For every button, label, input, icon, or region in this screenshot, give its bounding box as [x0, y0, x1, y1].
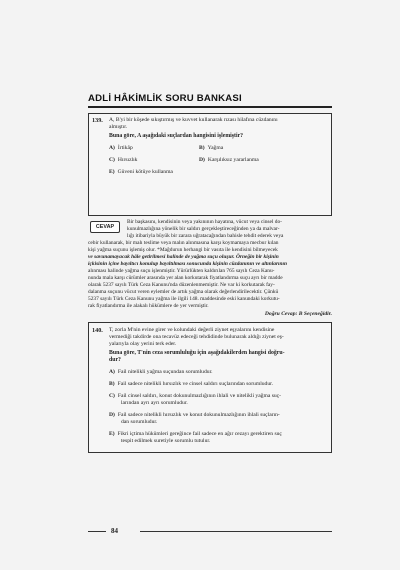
- answer-line: kişi yağma suçunu işlemiş olur. *Mağdurun herhangi bir vasıta ile kendisini bilmeyecek: [88, 247, 278, 253]
- question-number: 140.: [92, 327, 103, 334]
- answer-line: kunulmazlığına yönelik bir saldırı gerçekleştireceğinden ya da malvar-: [127, 226, 280, 232]
- answer-line: içkisinin içine bayıltıcı konulup bayıltılması sonucunda kişinin cüzdanının ve altınlarının: [88, 261, 288, 267]
- option-d-cont: dan sorumludur.: [121, 419, 158, 425]
- book-title: ADLİ HÂKİMLİK SORU BANKASI: [88, 93, 242, 104]
- answer-line: dalanma suçunu vücut veren eylemler de artık yağma olarak değerlendirilecektir. Çünkü: [88, 289, 279, 295]
- correct-answer: Doğru Cevap: B Seçeneğidir.: [264, 311, 332, 317]
- question-text-line: almıştır.: [109, 124, 128, 130]
- option-d: D) Karşılıksız yararlanma: [199, 157, 259, 163]
- option-b: B) Yağma: [199, 145, 224, 151]
- answer-tag: CEVAP: [90, 221, 120, 233]
- option-e: E) Fikri içtima hükümleri gereğince fail sadece en ağır cezayı gerektiren suç: [109, 431, 282, 437]
- answer-line: 5237 sayılı Türk Ceza Kanunu yağma ile ilgili 148. maddesinde eski kanundaki korkutu-: [88, 296, 280, 302]
- question-text-line: yalarıyla olay yerini terk eder.: [109, 341, 177, 347]
- question-number: 139.: [92, 117, 103, 124]
- question-text-line: T, zorla M'nin evine girer ve kolundaki değerli ziynet eşyalarını kendisine: [109, 327, 275, 333]
- question-prompt: Buna göre, A aşağıdaki suçlardan hangisini işlemiştir?: [109, 133, 244, 139]
- question-text-line: A, B'yi bir köşede sıkıştırmış ve kuvvet kullanarak rızası hilafına cüzdanını: [109, 117, 278, 123]
- answer-line: lığı itibariyla büyük bir zarara uğratacağından bahisle tehdit ederek veya: [127, 233, 284, 239]
- answer-line: ve savunamayacak hâle getirilmesi halinde de yağma suçu oluşur. Örneğin bir kişinin: [88, 254, 279, 260]
- page-number: 84: [111, 527, 118, 535]
- header-rule: [88, 106, 332, 108]
- footer-rule-left: [88, 531, 106, 532]
- option-c: C) Fail cinsel saldırı, konut dokunulmazlığının ihlali ve nitelikli yağma suç-: [109, 393, 282, 399]
- question-prompt: dur?: [109, 357, 121, 363]
- option-e-cont: tespit edilmek suretiyle sorumlu tutulur.: [121, 438, 211, 444]
- option-a: A) İrtikâp: [109, 145, 133, 151]
- question-prompt: Buna göre, T'nin ceza sorumluluğu için aşağıdakilerden hangisi doğru-: [109, 350, 285, 356]
- question-text-line: vermediği takdirde ona tecavüz edeceği tehdidinde bulunarak aldığı ziynet eş-: [109, 334, 284, 340]
- option-e: E) Güveni kötüye kullanma: [109, 169, 173, 175]
- answer-line: alınması halinde yağma suçu işlenmiştir. Yürürlükten kaldırılan 765 sayılı Ceza Kanu-: [88, 268, 275, 274]
- option-b: B) Fail sadece nitelikli hırsızlık ve cinsel saldırı suçlarından sorumludur.: [109, 381, 274, 387]
- option-a: A) Fail nitelikli yağma suçundan sorumludur.: [109, 369, 213, 375]
- option-c-cont: larından ayrı ayrı sorumludur.: [121, 400, 188, 406]
- option-c: C) Hırsızlık: [109, 157, 138, 163]
- answer-line: rak fiyatlandırma ile alakalı hükümlere de yer vermiştir.: [88, 303, 209, 309]
- answer-line: olarak 5237 sayılı Türk Ceza Kanunu'nda düzenlenmemiştir. Ne var ki korkutarak fay-: [88, 282, 275, 288]
- answer-line: cebir kullanarak, bir malı teslime veya malın alınmasına karşı koymamaya mecbur kılan: [88, 240, 279, 246]
- option-d: D) Fail sadece nitelikli hırsızlık ve konut dokunulmazlığının ihlali suçların-: [109, 412, 280, 418]
- answer-line: nunda mala karşı cürümler arasında yer alan korkutarak fiyatlandırma suçu ayrı bir madde: [88, 275, 283, 281]
- footer-rule-right: [140, 531, 332, 532]
- answer-line: Bir başkasını, kendisinin veya yakınının hayatına, vücut veya cinsel do-: [127, 219, 282, 225]
